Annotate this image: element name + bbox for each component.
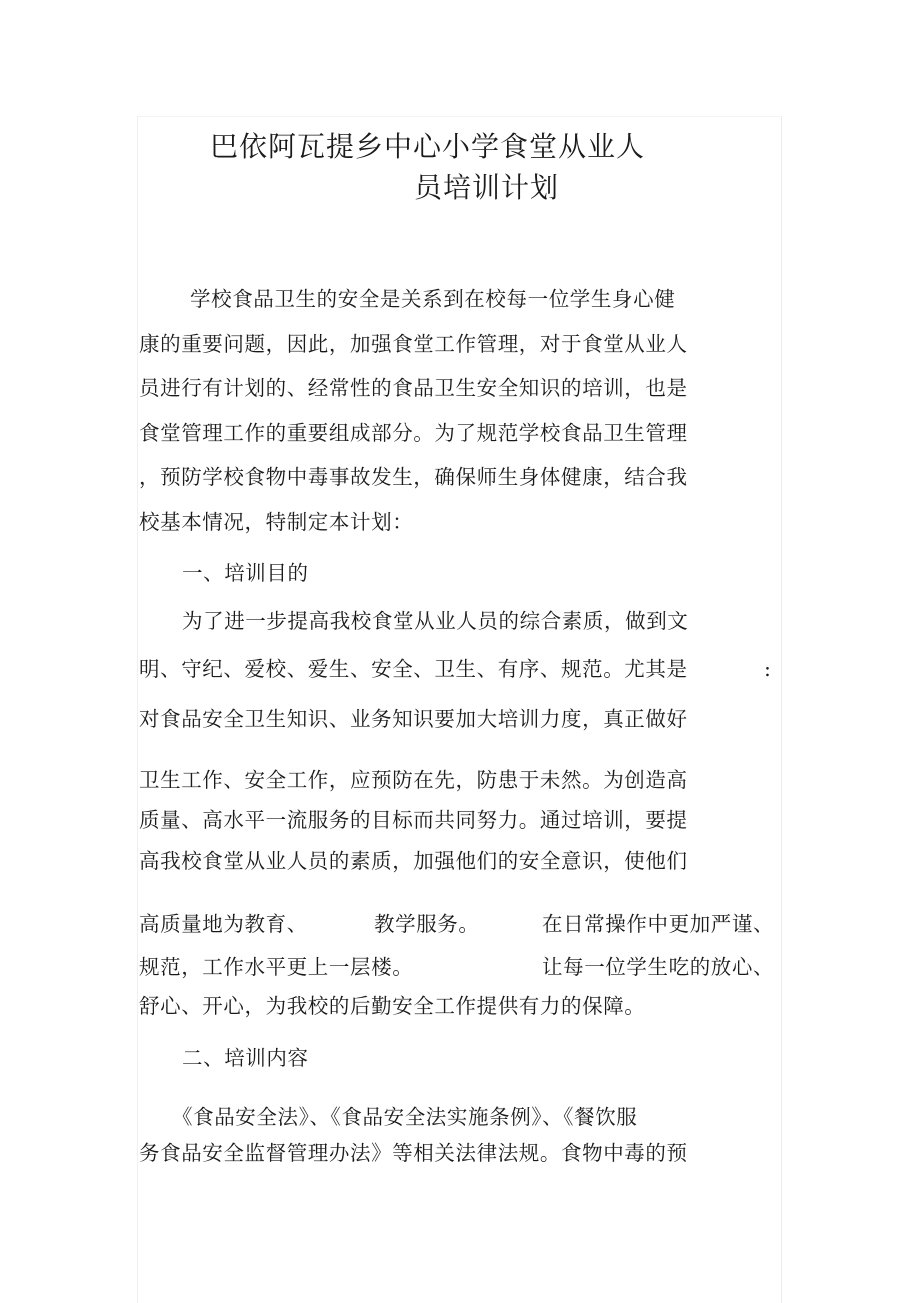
intro-line-5: ，预防学校食物中毒事故发生，确保师生身体健康，结合我 (139, 465, 688, 489)
section1-heading: 一、培训目的 (182, 561, 309, 585)
section1-line-7c: 在日常操作中更加严谨、 (542, 912, 775, 936)
section1-line-3: 对食品安全卫生知识、业务知识要加大培训力度，真正做好 (139, 707, 688, 731)
section2-line-2: 务食品安全监督管理办法》等相关法律法规。食物中毒的预 (139, 1141, 688, 1165)
section1-line-8a: 规范，工作水平更上一层楼。 (139, 955, 414, 979)
intro-line-2: 康的重要问题，因此，加强食堂工作管理，对于食堂从业人 (139, 332, 688, 356)
section2-line-1: 《食品安全法》、《食品安全法实施条例》、《餐饮服 (172, 1105, 638, 1129)
section1-line-7b: 教学服务。 (374, 912, 480, 936)
section2-heading: 二、培训内容 (182, 1046, 309, 1070)
section1-line-5: 质量、高水平一流服务的目标而共同努力。通过培训，要提 (139, 808, 688, 832)
intro-line-4: 食堂管理工作的重要组成部分。为了规范学校食品卫生管理 (139, 421, 688, 445)
document-title-line1: 巴依阿瓦提乡中心小学食堂从业人 (210, 130, 646, 163)
section1-line-4: 卫生工作、安全工作，应预防在先，防患于未然。为创造高 (139, 768, 688, 792)
section1-line-7a: 高质量地为教育、 (139, 912, 308, 936)
intro-line-1: 学校食品卫生的安全是关系到在校每一位学生身心健 (190, 287, 676, 311)
intro-line-6: 校基本情况，特制定本计划： (139, 510, 414, 534)
section1-line-1: 为了进一步提高我校食堂从业人员的综合素质，做到文 (182, 609, 689, 633)
section1-line-6: 高我校食堂从业人员的素质，加强他们的安全意识，使他们 (139, 849, 688, 873)
intro-line-3: 员进行有计划的、经常性的食品卫生安全知识的培训，也是 (139, 376, 688, 400)
section1-line-8b: 让每一位学生吃的放心、 (542, 955, 775, 979)
document-title-line2: 员培训计划 (414, 171, 560, 204)
section1-line-2: 明、守纪、爱校、爱生、安全、卫生、有序、规范。尤其是 (139, 657, 688, 681)
section1-line-2-colon: : (764, 657, 772, 681)
section1-line-9: 舒心、开心，为我校的后勤安全工作提供有力的保障。 (139, 994, 646, 1018)
